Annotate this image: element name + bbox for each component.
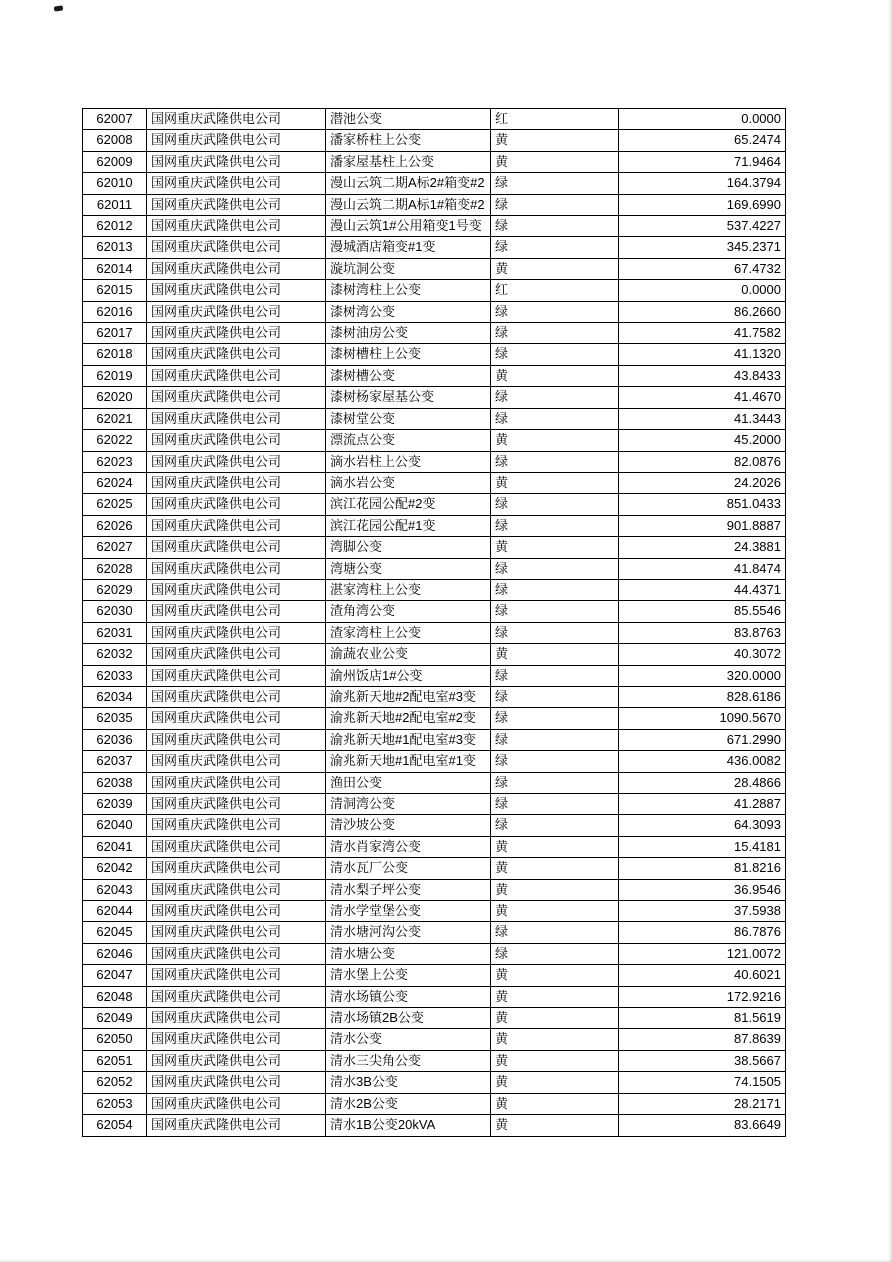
cell-company: 国网重庆武隆供电公司 <box>147 815 326 836</box>
cell-name: 漫山云筑二期A标1#箱变#2 <box>326 194 491 215</box>
cell-id: 62007 <box>83 109 147 130</box>
cell-value: 38.5667 <box>619 1050 786 1071</box>
cell-company: 国网重庆武隆供电公司 <box>147 280 326 301</box>
cell-id: 62014 <box>83 258 147 279</box>
cell-name: 清水1B公变20kVA <box>326 1115 491 1136</box>
cell-value: 87.8639 <box>619 1029 786 1050</box>
cell-id: 62033 <box>83 665 147 686</box>
cell-name: 渝兆新天地#1配电室#1变 <box>326 751 491 772</box>
table-row <box>83 430 786 451</box>
cell-status: 黄 <box>491 1029 619 1050</box>
table-row <box>83 558 786 579</box>
cell-company: 国网重庆武隆供电公司 <box>147 365 326 386</box>
cell-company: 国网重庆武隆供电公司 <box>147 258 326 279</box>
table-row <box>83 1050 786 1071</box>
table-row <box>83 451 786 472</box>
cell-name: 渣家湾柱上公变 <box>326 622 491 643</box>
cell-company: 国网重庆武隆供电公司 <box>147 665 326 686</box>
cell-status: 黄 <box>491 258 619 279</box>
cell-value: 41.8474 <box>619 558 786 579</box>
cell-value: 85.5546 <box>619 601 786 622</box>
cell-company: 国网重庆武隆供电公司 <box>147 1050 326 1071</box>
cell-value: 24.3881 <box>619 537 786 558</box>
table-row <box>83 173 786 194</box>
cell-company: 国网重庆武隆供电公司 <box>147 173 326 194</box>
cell-value: 45.2000 <box>619 430 786 451</box>
cell-status: 绿 <box>491 301 619 322</box>
cell-value: 82.0876 <box>619 451 786 472</box>
cell-status: 绿 <box>491 601 619 622</box>
cell-value: 345.2371 <box>619 237 786 258</box>
cell-status: 绿 <box>491 579 619 600</box>
cell-value: 41.4670 <box>619 387 786 408</box>
cell-name: 清水2B公变 <box>326 1093 491 1114</box>
cell-status: 黄 <box>491 986 619 1007</box>
cell-status: 黄 <box>491 130 619 151</box>
cell-value: 436.0082 <box>619 751 786 772</box>
cell-value: 41.7582 <box>619 323 786 344</box>
cell-id: 62044 <box>83 901 147 922</box>
table-row <box>83 943 786 964</box>
table-row <box>83 815 786 836</box>
cell-id: 62027 <box>83 537 147 558</box>
cell-name: 漆树堂公变 <box>326 408 491 429</box>
cell-status: 绿 <box>491 794 619 815</box>
cell-value: 24.2026 <box>619 472 786 493</box>
table-row <box>83 601 786 622</box>
cell-id: 62035 <box>83 708 147 729</box>
cell-name: 清水塘公变 <box>326 943 491 964</box>
cell-value: 320.0000 <box>619 665 786 686</box>
cell-value: 828.6186 <box>619 686 786 707</box>
cell-name: 渣角湾公变 <box>326 601 491 622</box>
cell-company: 国网重庆武隆供电公司 <box>147 836 326 857</box>
cell-company: 国网重庆武隆供电公司 <box>147 901 326 922</box>
cell-status: 黄 <box>491 537 619 558</box>
cell-company: 国网重庆武隆供电公司 <box>147 751 326 772</box>
cell-status: 黄 <box>491 858 619 879</box>
table-row <box>83 258 786 279</box>
cell-name: 清水堡上公变 <box>326 965 491 986</box>
cell-company: 国网重庆武隆供电公司 <box>147 708 326 729</box>
cell-id: 62051 <box>83 1050 147 1071</box>
cell-status: 绿 <box>491 815 619 836</box>
cell-value: 901.8887 <box>619 515 786 536</box>
cell-value: 1090.5670 <box>619 708 786 729</box>
cell-status: 黄 <box>491 1008 619 1029</box>
table-row <box>83 344 786 365</box>
cell-id: 62020 <box>83 387 147 408</box>
cell-id: 62047 <box>83 965 147 986</box>
cell-id: 62030 <box>83 601 147 622</box>
cell-value: 41.1320 <box>619 344 786 365</box>
cell-name: 潘家屋基柱上公变 <box>326 151 491 172</box>
cell-name: 滨江花园公配#1变 <box>326 515 491 536</box>
cell-name: 潜池公变 <box>326 109 491 130</box>
cell-name: 清水梨子坪公变 <box>326 879 491 900</box>
table-row <box>83 772 786 793</box>
cell-id: 62019 <box>83 365 147 386</box>
cell-company: 国网重庆武隆供电公司 <box>147 686 326 707</box>
cell-name: 漆树杨家屋基公变 <box>326 387 491 408</box>
table-row <box>83 280 786 301</box>
cell-name: 滴水岩公变 <box>326 472 491 493</box>
cell-status: 绿 <box>491 194 619 215</box>
cell-status: 黄 <box>491 472 619 493</box>
cell-id: 62040 <box>83 815 147 836</box>
table-row <box>83 301 786 322</box>
cell-id: 62024 <box>83 472 147 493</box>
cell-company: 国网重庆武隆供电公司 <box>147 579 326 600</box>
cell-id: 62025 <box>83 494 147 515</box>
table-row <box>83 665 786 686</box>
table-row <box>83 387 786 408</box>
table-row <box>83 858 786 879</box>
cell-id: 62018 <box>83 344 147 365</box>
table-row <box>83 579 786 600</box>
cell-company: 国网重庆武隆供电公司 <box>147 301 326 322</box>
cell-company: 国网重庆武隆供电公司 <box>147 1072 326 1093</box>
cell-status: 绿 <box>491 751 619 772</box>
cell-name: 渔田公变 <box>326 772 491 793</box>
table-row <box>83 1115 786 1136</box>
transformer-table <box>82 108 786 1137</box>
cell-company: 国网重庆武隆供电公司 <box>147 537 326 558</box>
table-row <box>83 323 786 344</box>
cell-id: 62017 <box>83 323 147 344</box>
cell-value: 37.5938 <box>619 901 786 922</box>
cell-status: 黄 <box>491 365 619 386</box>
table-row <box>83 494 786 515</box>
table-row <box>83 216 786 237</box>
cell-value: 40.6021 <box>619 965 786 986</box>
cell-name: 漫山云筑二期A标2#箱变#2 <box>326 173 491 194</box>
cell-id: 62022 <box>83 430 147 451</box>
cell-company: 国网重庆武隆供电公司 <box>147 109 326 130</box>
cell-status: 绿 <box>491 922 619 943</box>
cell-id: 62028 <box>83 558 147 579</box>
table-row <box>83 109 786 130</box>
cell-name: 漆树湾公变 <box>326 301 491 322</box>
table-row <box>83 472 786 493</box>
cell-status: 红 <box>491 109 619 130</box>
cell-name: 清水场镇公变 <box>326 986 491 1007</box>
cell-name: 清水瓦厂公变 <box>326 858 491 879</box>
cell-company: 国网重庆武隆供电公司 <box>147 408 326 429</box>
cell-id: 62041 <box>83 836 147 857</box>
cell-company: 国网重庆武隆供电公司 <box>147 1029 326 1050</box>
cell-status: 黄 <box>491 1093 619 1114</box>
cell-id: 62015 <box>83 280 147 301</box>
table-row <box>83 751 786 772</box>
cell-company: 国网重庆武隆供电公司 <box>147 858 326 879</box>
cell-id: 62053 <box>83 1093 147 1114</box>
cell-value: 671.2990 <box>619 729 786 750</box>
cell-company: 国网重庆武隆供电公司 <box>147 922 326 943</box>
cell-company: 国网重庆武隆供电公司 <box>147 644 326 665</box>
cell-status: 绿 <box>491 494 619 515</box>
cell-name: 漆树湾柱上公变 <box>326 280 491 301</box>
cell-name: 漩坑洞公变 <box>326 258 491 279</box>
table-row <box>83 1072 786 1093</box>
cell-value: 83.6649 <box>619 1115 786 1136</box>
cell-value: 74.1505 <box>619 1072 786 1093</box>
table-row <box>83 729 786 750</box>
cell-status: 黄 <box>491 836 619 857</box>
cell-id: 62043 <box>83 879 147 900</box>
cell-value: 81.8216 <box>619 858 786 879</box>
cell-status: 绿 <box>491 323 619 344</box>
cell-company: 国网重庆武隆供电公司 <box>147 515 326 536</box>
table-row <box>83 515 786 536</box>
cell-id: 62029 <box>83 579 147 600</box>
cell-status: 黄 <box>491 901 619 922</box>
cell-company: 国网重庆武隆供电公司 <box>147 1115 326 1136</box>
cell-value: 28.4866 <box>619 772 786 793</box>
cell-name: 渝蔬农业公变 <box>326 644 491 665</box>
cell-name: 渝州饭店1#公变 <box>326 665 491 686</box>
cell-company: 国网重庆武隆供电公司 <box>147 943 326 964</box>
cell-status: 绿 <box>491 408 619 429</box>
cell-company: 国网重庆武隆供电公司 <box>147 622 326 643</box>
cell-value: 65.2474 <box>619 130 786 151</box>
cell-id: 62034 <box>83 686 147 707</box>
cell-name: 渝兆新天地#2配电室#2变 <box>326 708 491 729</box>
table-row <box>83 1008 786 1029</box>
cell-status: 绿 <box>491 558 619 579</box>
cell-name: 清水公变 <box>326 1029 491 1050</box>
cell-status: 绿 <box>491 772 619 793</box>
cell-status: 绿 <box>491 216 619 237</box>
scan-artifact <box>54 5 64 11</box>
cell-name: 湾塘公变 <box>326 558 491 579</box>
cell-id: 62048 <box>83 986 147 1007</box>
cell-name: 清水肖家湾公变 <box>326 836 491 857</box>
table-row <box>83 644 786 665</box>
table-row <box>83 237 786 258</box>
cell-value: 121.0072 <box>619 943 786 964</box>
cell-value: 44.4371 <box>619 579 786 600</box>
cell-value: 15.4181 <box>619 836 786 857</box>
cell-status: 绿 <box>491 344 619 365</box>
cell-company: 国网重庆武隆供电公司 <box>147 965 326 986</box>
cell-status: 黄 <box>491 965 619 986</box>
cell-status: 黄 <box>491 430 619 451</box>
cell-status: 绿 <box>491 515 619 536</box>
cell-name: 漆树槽公变 <box>326 365 491 386</box>
table-row <box>83 986 786 1007</box>
table-row <box>83 130 786 151</box>
cell-status: 黄 <box>491 151 619 172</box>
cell-status: 黄 <box>491 1072 619 1093</box>
cell-company: 国网重庆武隆供电公司 <box>147 323 326 344</box>
cell-id: 62054 <box>83 1115 147 1136</box>
table-row <box>83 151 786 172</box>
page-edge-shadow-right <box>888 0 892 1262</box>
cell-company: 国网重庆武隆供电公司 <box>147 1008 326 1029</box>
cell-id: 62039 <box>83 794 147 815</box>
cell-id: 62021 <box>83 408 147 429</box>
cell-name: 漫山云筑1#公用箱变1号变 <box>326 216 491 237</box>
cell-name: 清水3B公变 <box>326 1072 491 1093</box>
table-row <box>83 965 786 986</box>
cell-status: 绿 <box>491 173 619 194</box>
cell-company: 国网重庆武隆供电公司 <box>147 794 326 815</box>
cell-name: 滨江花园公配#2变 <box>326 494 491 515</box>
cell-name: 滴水岩柱上公变 <box>326 451 491 472</box>
table-row <box>83 686 786 707</box>
cell-company: 国网重庆武隆供电公司 <box>147 494 326 515</box>
cell-status: 绿 <box>491 708 619 729</box>
cell-status: 绿 <box>491 729 619 750</box>
table-row <box>83 537 786 558</box>
cell-status: 黄 <box>491 879 619 900</box>
table-row <box>83 794 786 815</box>
cell-status: 黄 <box>491 644 619 665</box>
cell-value: 0.0000 <box>619 280 786 301</box>
cell-name: 清洞湾公变 <box>326 794 491 815</box>
cell-id: 62045 <box>83 922 147 943</box>
cell-id: 62012 <box>83 216 147 237</box>
cell-value: 0.0000 <box>619 109 786 130</box>
cell-id: 62046 <box>83 943 147 964</box>
cell-value: 81.5619 <box>619 1008 786 1029</box>
cell-company: 国网重庆武隆供电公司 <box>147 344 326 365</box>
cell-status: 绿 <box>491 237 619 258</box>
cell-company: 国网重庆武隆供电公司 <box>147 879 326 900</box>
cell-value: 43.8433 <box>619 365 786 386</box>
cell-id: 62042 <box>83 858 147 879</box>
cell-value: 169.6990 <box>619 194 786 215</box>
cell-company: 国网重庆武隆供电公司 <box>147 729 326 750</box>
cell-id: 62016 <box>83 301 147 322</box>
cell-value: 41.3443 <box>619 408 786 429</box>
cell-company: 国网重庆武隆供电公司 <box>147 472 326 493</box>
cell-name: 湛家湾柱上公变 <box>326 579 491 600</box>
table-row <box>83 708 786 729</box>
cell-company: 国网重庆武隆供电公司 <box>147 451 326 472</box>
cell-value: 64.3093 <box>619 815 786 836</box>
cell-id: 62026 <box>83 515 147 536</box>
cell-id: 62013 <box>83 237 147 258</box>
cell-status: 绿 <box>491 665 619 686</box>
table-row <box>83 922 786 943</box>
table-row <box>83 879 786 900</box>
cell-name: 潘家桥柱上公变 <box>326 130 491 151</box>
cell-value: 537.4227 <box>619 216 786 237</box>
cell-value: 36.9546 <box>619 879 786 900</box>
cell-id: 62052 <box>83 1072 147 1093</box>
cell-name: 清水场镇2B公变 <box>326 1008 491 1029</box>
cell-name: 清沙坡公变 <box>326 815 491 836</box>
cell-value: 28.2171 <box>619 1093 786 1114</box>
cell-company: 国网重庆武隆供电公司 <box>147 772 326 793</box>
cell-value: 851.0433 <box>619 494 786 515</box>
cell-company: 国网重庆武隆供电公司 <box>147 986 326 1007</box>
cell-name: 清水三尖角公变 <box>326 1050 491 1071</box>
cell-company: 国网重庆武隆供电公司 <box>147 430 326 451</box>
cell-company: 国网重庆武隆供电公司 <box>147 558 326 579</box>
cell-id: 62032 <box>83 644 147 665</box>
table-row <box>83 365 786 386</box>
table-row <box>83 194 786 215</box>
cell-id: 62036 <box>83 729 147 750</box>
cell-status: 黄 <box>491 1115 619 1136</box>
cell-id: 62011 <box>83 194 147 215</box>
table-row <box>83 901 786 922</box>
cell-value: 86.2660 <box>619 301 786 322</box>
cell-id: 62050 <box>83 1029 147 1050</box>
cell-company: 国网重庆武隆供电公司 <box>147 1093 326 1114</box>
cell-company: 国网重庆武隆供电公司 <box>147 151 326 172</box>
cell-id: 62008 <box>83 130 147 151</box>
table-row <box>83 622 786 643</box>
cell-value: 164.3794 <box>619 173 786 194</box>
table-row <box>83 836 786 857</box>
cell-id: 62038 <box>83 772 147 793</box>
cell-status: 绿 <box>491 686 619 707</box>
cell-status: 绿 <box>491 943 619 964</box>
table-body <box>83 109 786 1137</box>
cell-name: 清水塘河沟公变 <box>326 922 491 943</box>
cell-status: 红 <box>491 280 619 301</box>
cell-status: 绿 <box>491 387 619 408</box>
cell-name: 漆树油房公变 <box>326 323 491 344</box>
cell-value: 71.9464 <box>619 151 786 172</box>
cell-name: 漆树槽柱上公变 <box>326 344 491 365</box>
cell-value: 172.9216 <box>619 986 786 1007</box>
cell-status: 绿 <box>491 451 619 472</box>
cell-value: 40.3072 <box>619 644 786 665</box>
table-row <box>83 1029 786 1050</box>
cell-value: 41.2887 <box>619 794 786 815</box>
cell-id: 62031 <box>83 622 147 643</box>
cell-company: 国网重庆武隆供电公司 <box>147 237 326 258</box>
cell-value: 86.7876 <box>619 922 786 943</box>
cell-value: 83.8763 <box>619 622 786 643</box>
cell-id: 62037 <box>83 751 147 772</box>
cell-id: 62023 <box>83 451 147 472</box>
cell-company: 国网重庆武隆供电公司 <box>147 194 326 215</box>
table-row <box>83 1093 786 1114</box>
cell-status: 黄 <box>491 1050 619 1071</box>
cell-name: 漂流点公变 <box>326 430 491 451</box>
cell-id: 62009 <box>83 151 147 172</box>
cell-company: 国网重庆武隆供电公司 <box>147 387 326 408</box>
cell-id: 62010 <box>83 173 147 194</box>
cell-name: 清水学堂堡公变 <box>326 901 491 922</box>
cell-name: 湾脚公变 <box>326 537 491 558</box>
cell-name: 漫城酒店箱变#1变 <box>326 237 491 258</box>
cell-name: 渝兆新天地#1配电室#3变 <box>326 729 491 750</box>
cell-company: 国网重庆武隆供电公司 <box>147 601 326 622</box>
cell-company: 国网重庆武隆供电公司 <box>147 216 326 237</box>
cell-id: 62049 <box>83 1008 147 1029</box>
cell-status: 绿 <box>491 622 619 643</box>
table-row <box>83 408 786 429</box>
cell-name: 渝兆新天地#2配电室#3变 <box>326 686 491 707</box>
cell-value: 67.4732 <box>619 258 786 279</box>
cell-company: 国网重庆武隆供电公司 <box>147 130 326 151</box>
